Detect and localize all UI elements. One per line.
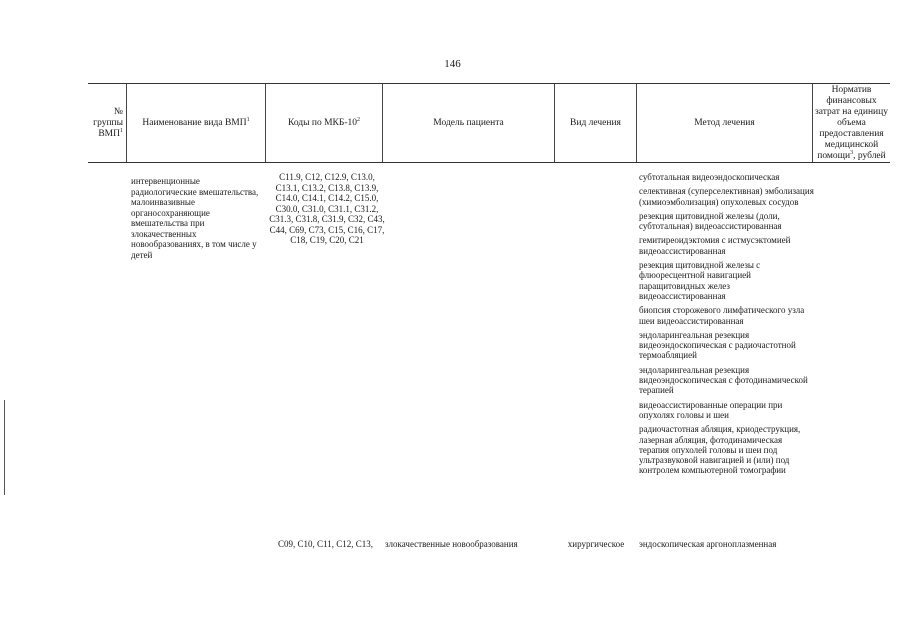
header-vmp-name	[127, 84, 266, 162]
vmp-name-cell: интервенционные радиологические вмешательства, малоинвазивные органосохраняющие вмешательства при злокачественных новообразованиях, в том числе у детей	[131, 176, 259, 260]
header-patient-model	[383, 84, 555, 162]
bottom-treatment-kind-cell: хирургическое	[567, 539, 625, 549]
method-item: резекция щитовидной железы (доли, субтотальная) видеоассистированная	[639, 210, 782, 232]
header-treatment-kind	[555, 84, 637, 162]
method-item: селективная (суперселективная) эмболизация (химиоэмболизация) опухолевых сосудов	[639, 186, 814, 207]
header-cost-norm-label: Норматив финансовых затрат на единицу объема предоставления медицинской помощи	[815, 85, 888, 161]
bottom-method-cell: эндоскопическая аргоноплазменная	[639, 539, 777, 549]
bottom-icd-codes-cell: C09, C10, C11, C12, C13,	[278, 539, 373, 549]
treatment-methods-list	[639, 172, 814, 480]
header-patient-model-label: Модель пациента	[433, 117, 504, 128]
method-item: резекция щитовидной железы с флюоресцентной навигацией паращитовидных желез видеоассистированная	[639, 260, 761, 301]
method-item: видеоассистированные операции при опухолях головы и шеи	[639, 399, 783, 420]
footnote-ref: 2	[357, 116, 361, 123]
method-item: эндоларингеальная резекция видеоэндоскопическая с фотодинамической терапией	[639, 364, 808, 396]
method-item: радиочастотная абляция, криодеструкция, лазерная абляция, фотодинамическая терапия опухолей головы и шеи под ультразвуковой навигацией и (или) под контролем компьютерной томографии	[639, 424, 801, 476]
header-cost-norm	[813, 84, 890, 162]
method-item: субтотальная видеоэндоскопическая	[639, 172, 780, 182]
footnote-ref: 1	[246, 116, 250, 123]
margin-mark	[4, 400, 5, 495]
header-icd-codes	[266, 84, 383, 162]
footnote-ref: 3	[850, 149, 854, 156]
bottom-patient-model-cell: злокачественные новообразования	[385, 539, 518, 549]
header-treatment-method-label: Метод лечения	[694, 117, 755, 128]
method-item: биопсия сторожевого лимфатического узла шеи видеоассистированная	[639, 305, 805, 326]
footnote-ref: 1	[120, 127, 123, 134]
header-treatment-method	[637, 84, 813, 162]
header-vmp-name-label: Наименование вида ВМП	[142, 117, 247, 128]
method-item: гемитиреоидэктомия с истмусэктомией видеоассистированная	[639, 235, 791, 256]
header-icd-codes-label: Коды по МКБ-10	[287, 117, 358, 128]
method-item: эндоларингеальная резекция видеоэндоскопическая с радиочастотной термоабляцией	[639, 329, 796, 361]
table-header	[88, 83, 890, 163]
header-group-number	[88, 84, 127, 162]
header-treatment-kind-label: Вид лечения	[570, 117, 621, 128]
page-number: 146	[444, 58, 461, 70]
header-cost-norm-suffix: , рублей	[853, 151, 886, 161]
icd-codes-cell: C11.9, C12, C12.9, C13.0, C13.1, C13.2, C13.8, C13.9, C14.0, C14.1, C14.2, C15.0, C30.0, C31.0, C31.1, C31.2, C31.3, C31.8, C31.9, C32, C43, C44, C69, C73, C15, C16, C17, C18, C19, C20, C21	[269, 172, 385, 245]
header-group-number-label: № группы ВМП	[93, 106, 123, 139]
